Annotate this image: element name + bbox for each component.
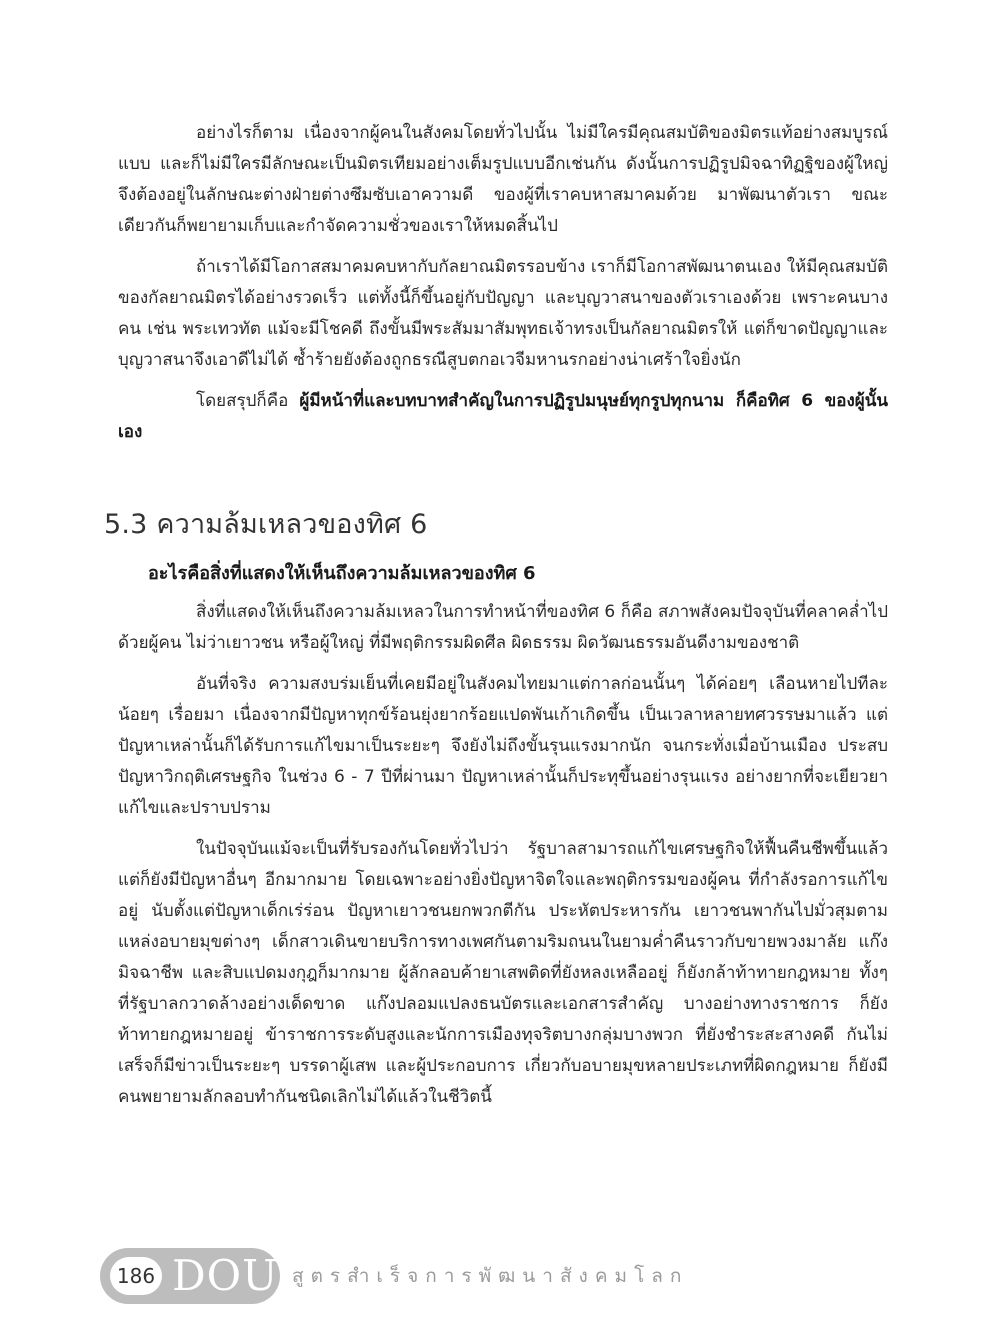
paragraph-3-lead: โดยสรุปก็คือ (196, 391, 300, 411)
paragraph-3-bold: ผู้มีหน้าที่และบทบาทสำคัญในการปฏิรูปมนุษย์ทุกรูปทุกนาม ก็คือทิศ 6 ของผู้นั้นเอง (118, 391, 888, 442)
paragraph-1: อย่างไรก็ตาม เนื่องจากผู้คนในสังคมโดยทั่วไปนั้น ไม่มีใครมีคุณสมบัติของมิตรแท้อย่างสมบูรณ์แบบ และก็ไม่มีใครมีลักษณะเป็นมิตรเทียมอย่างเต็มรูปแบบอีกเช่นกัน ดังนั้นการปฏิรูปมิจฉาทิฏฐิของผู้ใหญ่ จึงต้องอยู่ในลักษณะต่างฝ่ายต่างซึมซับเอาความดี ของผู้ที่เราคบหาสมาคมด้วย มาพัฒนาตัวเรา ขณะเดียวกันก็พยายามเก็บและกำจัดความชั่วของเราให้หมดสิ้นไป (118, 123, 888, 236)
paragraph-2: ถ้าเราได้มีโอกาสสมาคมคบหากับกัลยาณมิตรรอบข้าง เราก็มีโอกาสพัฒนาตนเอง ให้มีคุณสมบัติของกัลยาณมิตรได้อย่างรวดเร็ว แต่ทั้งนี้ก็ขึ้นอยู่กับปัญญา และบุญวาสนาของตัวเราเองด้วย เพราะคนบางคน เช่น พระเทวทัต แม้จะมีโชคดี ถึงขั้นมีพระสัมมาสัมพุทธเจ้าทรงเป็นกัลยาณมิตรให้ แต่ก็ขาดปัญญาและบุญวาสนาจึงเอาดีไม่ได้ ซ้ำร้ายยังต้องถูกธรณีสูบตกอเวจีมหานรกอย่างน่าเศร้าใจยิ่งนัก (118, 257, 888, 370)
paragraph-4: สิ่งที่แสดงให้เห็นถึงความล้มเหลวในการทำหน้าที่ของทิศ 6 ก็คือ สภาพสังคมปัจจุบันที่คลาคล่ำไปด้วยผู้คน ไม่ว่าเยาวชน หรือผู้ใหญ่ ที่มีพฤติกรรมผิดศีล ผิดธรรม ผิดวัฒนธรรมอันดีงามของชาติ (118, 602, 888, 653)
section-subheading: อะไรคือสิ่งที่แสดงให้เห็นถึงความล้มเหลวของทิศ 6 (148, 563, 536, 584)
page-content (104, 118, 888, 1123)
paragraph-6: ในปัจจุบันแม้จะเป็นที่รับรองกันโดยทั่วไปว่า รัฐบาลสามารถแก้ไขเศรษฐกิจให้ฟื้นคืนชีพขึ้นแล้ว แต่ก็ยังมีปัญหาอื่นๆ อีกมากมาย โดยเฉพาะอย่างยิ่งปัญหาจิตใจและพฤติกรรมของผู้คน ที่กำลังรอการแก้ไขอยู่ นับตั้งแต่ปัญหาเด็กเร่ร่อน ปัญหาเยาวชนยกพวกตีกัน ประหัตประหารกัน เยาวชนพากันไปมั่วสุมตามแหล่งอบายมุขต่างๆ เด็กสาวเดินขายบริการทางเพศกันตามริมถนนในยามค่ำคืนราวกับขายพวงมาลัย แก๊งมิจฉาชีพ และสิบแปดมงกุฎก็มากมาย ผู้ลักลอบค้ายาเสพติดที่ยังหลงเหลืออยู่ ก็ยังกล้าท้าทายกฎหมาย ทั้งๆ ที่รัฐบาลกวาดล้างอย่างเด็ดขาด แก๊งปลอมแปลงธนบัตรและเอกสารสำคัญ บางอย่างทางราชการ ก็ยังท้าทายกฎหมายอยู่ ข้าราชการระดับสูงและนักการเมืองทุจริตบางกลุ่มบางพวก ที่ยังชำระสะสางคดี กันไม่เสร็จก็มีข่าวเป็นระยะๆ บรรดาผู้เสพ และผู้ประกอบการ เกี่ยวกับอบายมุขหลายประเภทที่ผิดกฎหมาย ก็ยังมีคนพยายามลักลอบทำกันชนิดเลิกไม่ได้แล้วในชีวิตนี้ (118, 839, 888, 1107)
paragraph-5: อันที่จริง ความสงบร่มเย็นที่เคยมีอยู่ในสังคมไทยมาแต่กาลก่อนนั้นๆ ได้ค่อยๆ เลือนหายไปทีละน้อยๆ เรื่อยมา เนื่องจากมีปัญหาทุกข์ร้อนยุ่งยากร้อยแปดพันเก้าเกิดขึ้น เป็นเวลาหลายทศวรรษมาแล้ว แต่ปัญหาเหล่านั้นก็ได้รับการแก้ไขมาเป็นระยะๆ จึงยังไม่ถึงขั้นรุนแรงมากนัก จนกระทั่งเมื่อบ้านเมือง ประสบปัญหาวิกฤติเศรษฐกิจ ในช่วง 6 - 7 ปีที่ผ่านมา ปัญหาเหล่านั้นก็ประทุขึ้นอย่างรุนแรง อย่างยากที่จะเยียวยาแก้ไขและปราบปราม (118, 674, 888, 818)
page-number: 186 (110, 1257, 162, 1295)
footer-badge (100, 1248, 280, 1304)
paragraph-3 (118, 386, 888, 448)
dou-logo: DOU (172, 1251, 279, 1300)
section-heading: 5.3 ความล้มเหลวของทิศ 6 (104, 509, 428, 540)
page-footer (100, 1248, 900, 1304)
book-title: สูตรสำเร็จการพัฒนาสังคมโลก (292, 1265, 689, 1287)
